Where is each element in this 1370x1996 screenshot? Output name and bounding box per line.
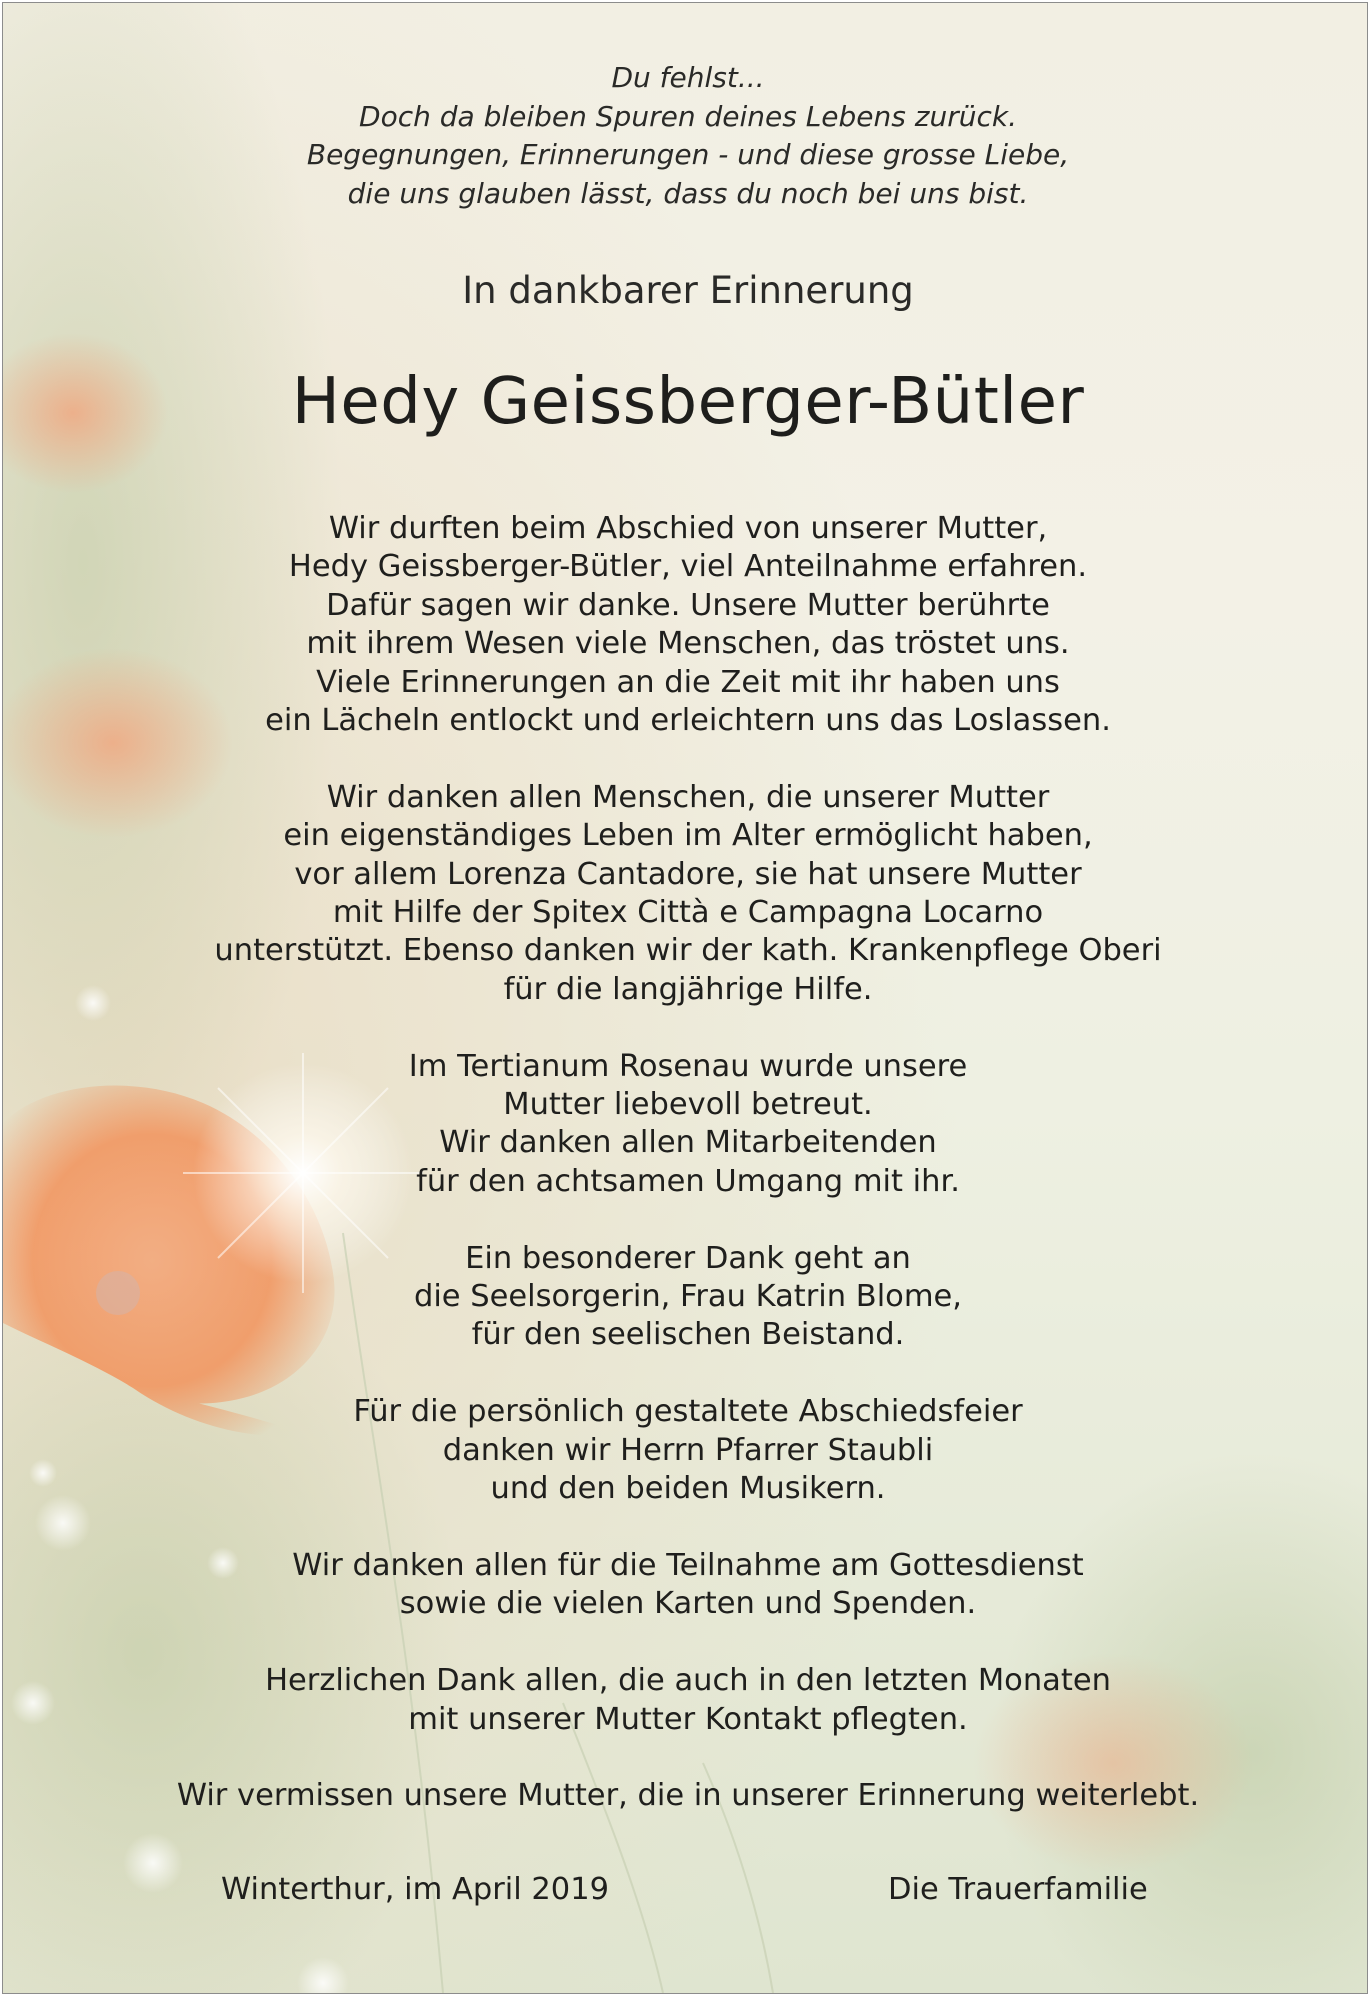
text-line: ein eigenständiges Leben im Alter ermöglicht haben, bbox=[283, 818, 1093, 854]
text-line: Viele Erinnerungen an die Zeit mit ihr haben uns bbox=[316, 664, 1060, 700]
text-line: Im Tertianum Rosenau wurde unsere bbox=[408, 1048, 968, 1084]
text-line: Wir danken allen Menschen, die unserer Mutter bbox=[326, 779, 1050, 815]
text-line: sowie die vielen Karten und Spenden. bbox=[399, 1586, 977, 1622]
text-line: für den achtsamen Umgang mit ihr. bbox=[416, 1163, 960, 1199]
motto-line: Doch da bleiben Spuren deines Lebens zurück. bbox=[359, 99, 1017, 133]
text-line: danken wir Herrn Pfarrer Staubli bbox=[442, 1432, 934, 1468]
text-line: mit Hilfe der Spitex Città e Campagna Locarno bbox=[332, 895, 1044, 931]
text-line: für den seelischen Beistand. bbox=[471, 1317, 905, 1353]
text-line: und den beiden Musikern. bbox=[490, 1471, 886, 1507]
text-line: ein Lächeln entlockt und erleichtern uns das Loslassen. bbox=[265, 703, 1111, 739]
text-line: mit unserer Mutter Kontakt pflegten. bbox=[408, 1701, 968, 1737]
motto-line: Begegnungen, Erinnerungen - und diese grosse Liebe, bbox=[306, 138, 1070, 171]
paragraph bbox=[3, 779, 1368, 1009]
paragraph bbox=[3, 1662, 1368, 1739]
intro-heading: In dankbarer Erinnerung bbox=[462, 269, 914, 312]
text-line: vor allem Lorenza Cantadore, sie hat unsere Mutter bbox=[294, 856, 1082, 892]
text-line: unterstützt. Ebenso danken wir der kath. Krankenpflege Oberi bbox=[214, 933, 1162, 969]
text-line: mit ihrem Wesen viele Menschen, das tröstet uns. bbox=[306, 626, 1070, 662]
paragraph bbox=[3, 1240, 1368, 1355]
text-line: Für die persönlich gestaltete Abschiedsfeier bbox=[353, 1394, 1023, 1430]
paragraph bbox=[3, 1393, 1368, 1508]
text-line: Wir vermissen unsere Mutter, die in unserer Erinnerung weiterlebt. bbox=[176, 1778, 1200, 1814]
deceased-name: Hedy Geissberger-Bütler bbox=[291, 365, 1085, 439]
motto-poem bbox=[3, 59, 1368, 213]
text-line: Herzlichen Dank allen, die auch in den letzten Monaten bbox=[265, 1663, 1111, 1699]
text-line: Mutter liebevoll betreut. bbox=[503, 1087, 873, 1123]
place-and-date: Winterthur, im April 2019 bbox=[221, 1872, 610, 1907]
text-line: Wir danken allen Mitarbeitenden bbox=[439, 1125, 937, 1161]
motto-line: die uns glauben lässt, dass du noch bei uns bist. bbox=[347, 176, 1029, 210]
text-line: für die langjährige Hilfe. bbox=[503, 971, 873, 1007]
paragraph bbox=[3, 1547, 1368, 1624]
signature: Die Trauerfamilie bbox=[888, 1872, 1148, 1907]
text-line: Dafür sagen wir danke. Unsere Mutter berührte bbox=[326, 587, 1050, 623]
text-line: die Seelsorgerin, Frau Katrin Blome, bbox=[413, 1279, 963, 1315]
text-line: Wir danken allen für die Teilnahme am Gottesdienst bbox=[292, 1547, 1084, 1583]
motto-line: Du fehlst... bbox=[611, 61, 765, 94]
thank-you-text bbox=[3, 510, 1368, 1854]
paragraph bbox=[3, 1777, 1368, 1815]
text-line: Hedy Geissberger-Bütler, viel Anteilnahme erfahren. bbox=[288, 549, 1088, 585]
text-line: Ein besonderer Dank geht an bbox=[465, 1240, 911, 1276]
paragraph bbox=[3, 510, 1368, 740]
text-line: Wir durften beim Abschied von unserer Mutter, bbox=[328, 511, 1048, 546]
obituary-card bbox=[2, 2, 1368, 1994]
paragraph bbox=[3, 1048, 1368, 1202]
